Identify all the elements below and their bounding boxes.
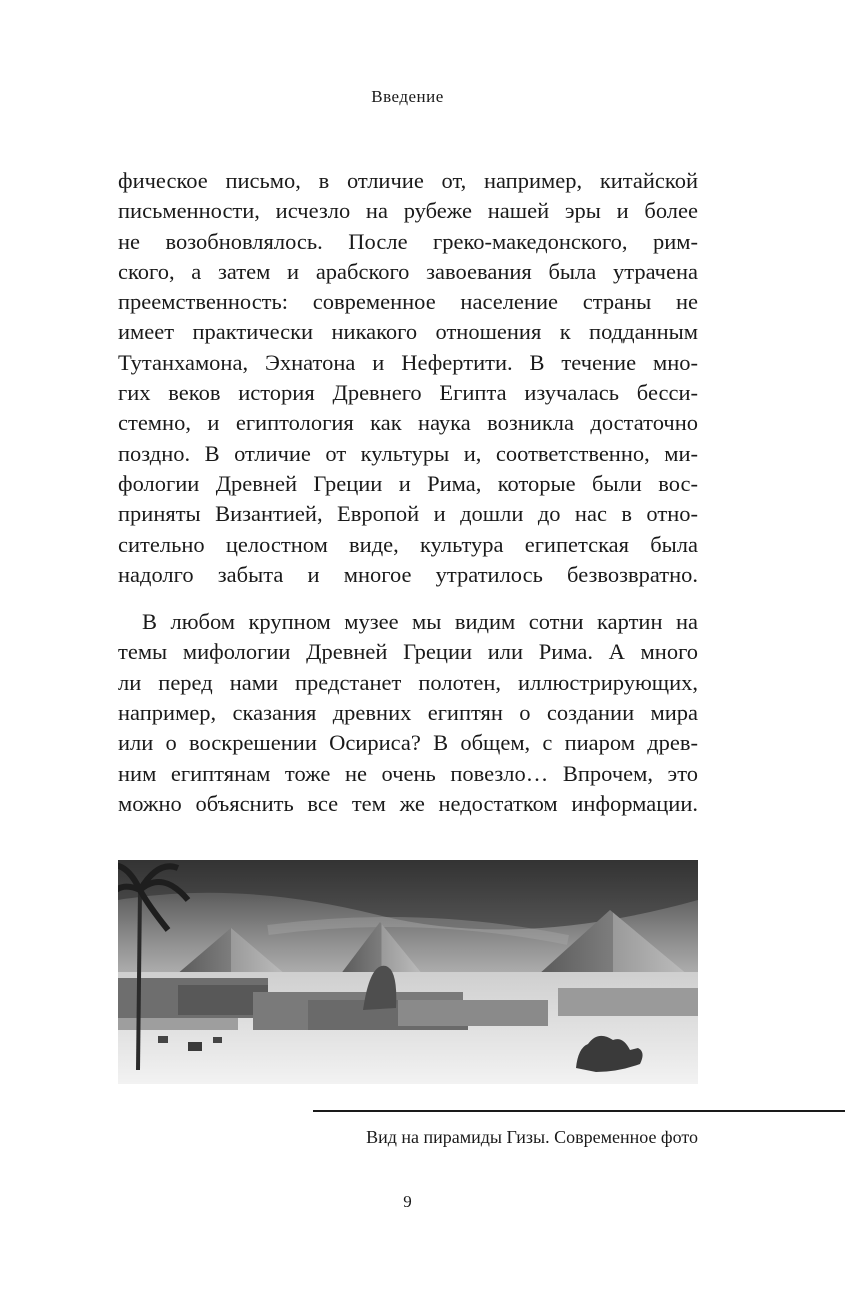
running-head: Введение [371, 87, 444, 106]
text-line: не возобновлялось. После греко-македонского, рим- [118, 228, 698, 254]
text-line: фологии Древней Греции и Рима, которые были вос- [118, 470, 698, 496]
body-text [118, 166, 698, 819]
caption-rule [313, 1110, 845, 1112]
text-line: письменности, исчезло на рубеже нашей эры и более [118, 198, 698, 224]
figure-caption: Вид на пирамиды Гизы. Современное фото [366, 1127, 698, 1147]
text-line: ского, а затем и арабского завоевания была утрачена [118, 258, 698, 284]
text-line: стемно, и египтология как наука возникла достаточно [118, 410, 698, 436]
text-line: преемственность: современное население страны не [118, 289, 698, 315]
text-line: ли перед нами предстанет полотен, иллюстрирующих, [118, 669, 698, 695]
text-line: поздно. В отличие от культуры и, соответственно, ми- [118, 440, 698, 466]
text-line: гих веков история Древнего Египта изучалась бесси- [118, 380, 698, 406]
text-line: сительно целостном виде, культура египетская была [118, 531, 698, 557]
text-line: или о воскрешении Осириса? В общем, с пиаром древ- [118, 730, 698, 756]
giza-pyramids-photo [118, 860, 698, 1084]
text-line: приняты Византией, Европой и дошли до нас в отно- [118, 501, 698, 527]
text-line: ним египтянам тоже не очень повезло… Впрочем, это [118, 760, 698, 786]
text-line: имеет практически никакого отношения к подданным [118, 319, 698, 345]
text-line: Тутанхамона, Эхнатона и Нефертити. В течение мно- [118, 349, 698, 375]
text-line: фическое письмо, в отличие от, например, китайской [118, 168, 698, 193]
page-number: 9 [403, 1192, 412, 1211]
text-line: В любом крупном музее мы видим сотни картин на [142, 609, 698, 635]
text-line: можно объяснить все тем же недостатком информации. [118, 790, 698, 816]
text-line: темы мифологии Древней Греции или Рима. А много [118, 639, 698, 665]
text-line: надолго забыта и многое утратилось безвозвратно. [118, 561, 698, 587]
text-line: например, сказания древних египтян о создании мира [118, 700, 698, 726]
paragraph-gap [118, 590, 698, 607]
